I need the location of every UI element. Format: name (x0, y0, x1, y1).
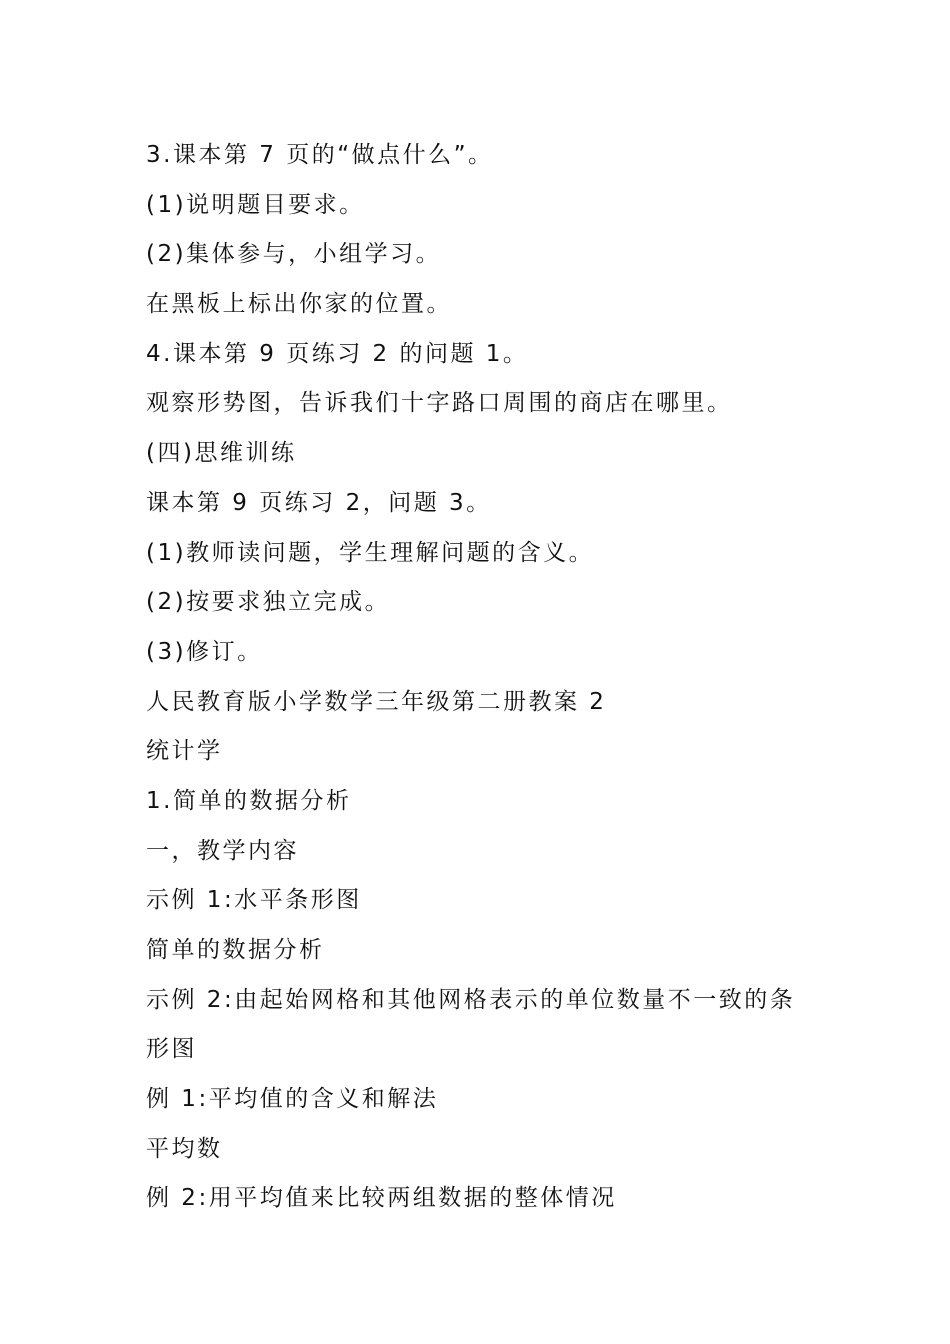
text-line: 形图 (146, 1036, 197, 1063)
document-title: 人民教育版小学数学三年级第二册教案 2 (146, 688, 607, 715)
text-line: 例 1:平均值的含义和解法 (146, 1086, 439, 1113)
unit-heading: 统计学 (146, 738, 223, 765)
text-line: (1)说明题目要求。 (146, 191, 365, 218)
text-line: 4.课本第 9 页练习 2 的问题 1。 (146, 340, 529, 367)
text-line: 示例 1:水平条形图 (146, 887, 362, 914)
text-line: (1)教师读问题，学生理解问题的含义。 (146, 539, 595, 566)
document-body (146, 131, 826, 1224)
text-line: 3.课本第 7 页的“做点什么”。 (146, 142, 494, 168)
text-line: (2)按要求独立完成。 (146, 589, 391, 616)
section-heading: 一，教学内容 (146, 837, 299, 864)
lesson-heading: 1.简单的数据分析 (146, 787, 352, 814)
section-heading: (四)思维训练 (146, 440, 297, 467)
text-line: 观察形势图，告诉我们十字路口周围的商店在哪里。 (146, 390, 733, 417)
text-line: 示例 2:由起始网格和其他网格表示的单位数量不一致的条 (146, 986, 796, 1013)
text-line: 课本第 9 页练习 2，问题 3。 (146, 489, 492, 516)
text-line: (2)集体参与，小组学习。 (146, 241, 442, 268)
text-line: 平均数 (146, 1135, 223, 1162)
text-line: 在黑板上标出你家的位置。 (146, 291, 452, 318)
text-line: (3)修订。 (146, 638, 263, 665)
text-line: 简单的数据分析 (146, 937, 325, 963)
text-line: 例 2:用平均值来比较两组数据的整体情况 (146, 1185, 617, 1212)
